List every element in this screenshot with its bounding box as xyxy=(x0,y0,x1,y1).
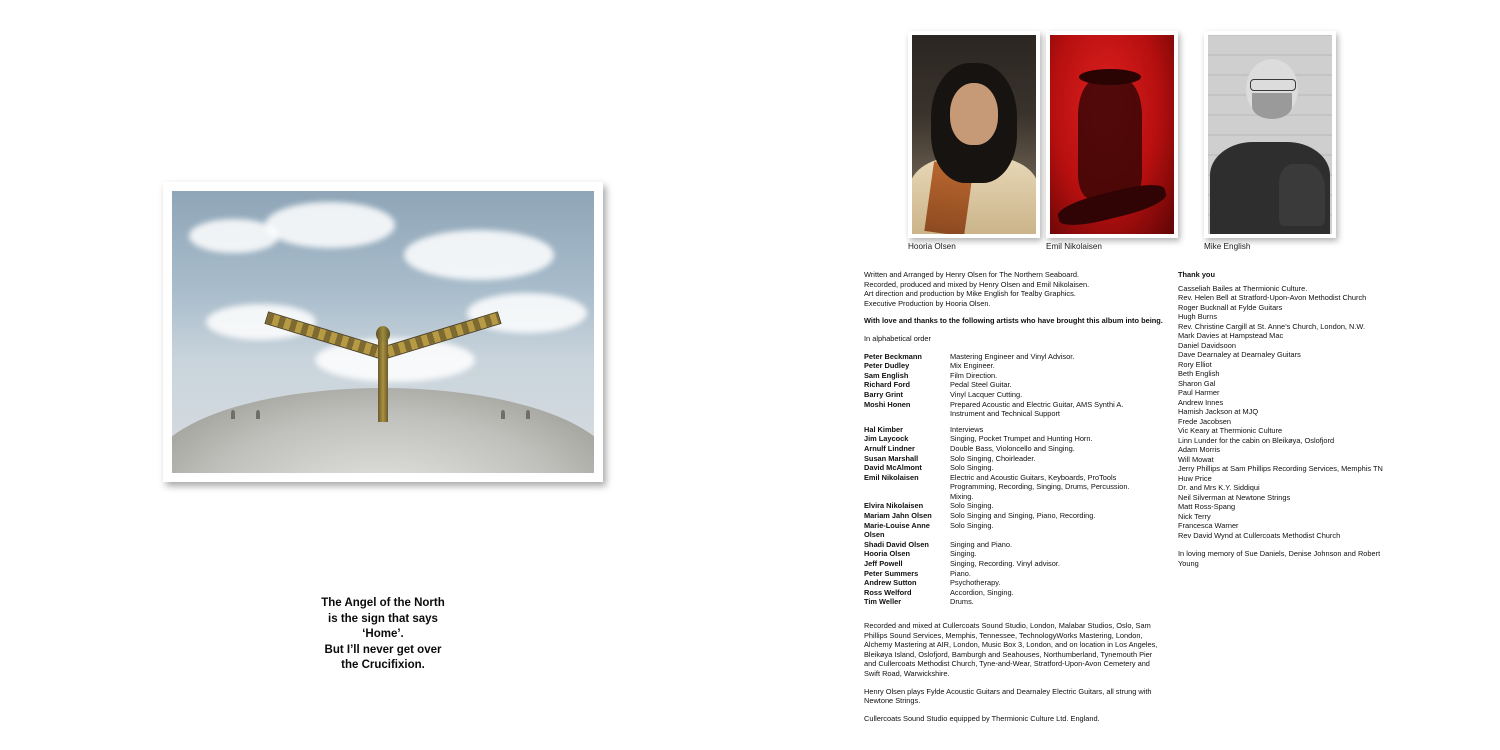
list-item: Andrew Sutton Psychotherapy. xyxy=(864,578,1001,588)
list-item: Neil Silverman at Newtone Strings xyxy=(1178,492,1291,502)
credits-column-left xyxy=(864,270,1164,731)
list-item-continuation: Programming, Recording, Singing, Drums, Percussion. xyxy=(950,482,1130,492)
thank-you-column xyxy=(1178,270,1418,568)
portrait-hooria-olsen xyxy=(908,31,1040,251)
portrait-mike-english xyxy=(1204,31,1336,251)
list-item: Shadi David Olsen Singing and Piano. xyxy=(864,539,1013,549)
caption-line: the Crucifixion. xyxy=(341,659,425,671)
list-item: Dr. and Mrs K.Y. Siddiqui xyxy=(1178,483,1260,493)
angel-body xyxy=(378,336,388,422)
poem-caption xyxy=(263,596,503,674)
list-item: Rory Elliot xyxy=(1178,359,1212,369)
list-item: Will Mowat xyxy=(1178,454,1214,464)
list-item: Mark Davies at Hampstead Mac xyxy=(1178,331,1284,341)
tree-icon xyxy=(231,410,235,419)
list-item: Vic Keary at Thermionic Culture xyxy=(1178,426,1283,436)
contributor-list xyxy=(864,352,1164,607)
thanks-heading xyxy=(864,316,1164,326)
list-item: Rev. Christine Cargill at St. Anne’s Church, London, N.W. xyxy=(1178,321,1366,331)
list-item: Ross Welford Accordion, Singing. xyxy=(864,587,1014,597)
in-memory-note: In loving memory of Sue Daniels, Denise Johnson and Robert Young xyxy=(1178,549,1381,568)
caption-line: The Angel of the North xyxy=(321,597,445,609)
list-item: Emil Nikolaisen Electric and Acoustic Guitars, Keyboards, ProTools xyxy=(864,472,1117,482)
tree-icon xyxy=(526,410,530,419)
studio-equipment-text: Cullercoats Sound Studio equipped by Thermionic Culture Ltd. England. xyxy=(864,713,1100,723)
list-item: Casseliah Bailes at Thermionic Culture. xyxy=(1178,283,1308,293)
list-item: Francesca Warner xyxy=(1178,521,1239,531)
cloud-shape xyxy=(404,230,554,280)
list-item: Arnulf Lindner Double Bass, Violoncello and Singing. xyxy=(864,443,1075,453)
portrait-caption: Mike English xyxy=(1204,242,1251,251)
alphabetical-note-text: In alphabetical order xyxy=(864,333,931,343)
list-item: Susan Marshall Solo Singing, Choirleader. xyxy=(864,453,1036,463)
list-item: Rev. Helen Bell at Stratford-Upon-Avon Methodist Church xyxy=(1178,293,1367,303)
list-item: Hugh Burns xyxy=(1178,312,1218,322)
right-page xyxy=(750,0,1500,750)
portrait-face xyxy=(950,83,998,145)
list-item: Beth English xyxy=(1178,369,1220,379)
cloud-shape xyxy=(265,202,395,248)
list-item: Hamish Jackson at MJQ xyxy=(1178,407,1259,417)
portrait-image xyxy=(912,35,1036,234)
list-item: Jerry Phillips at Sam Phillips Recording Services, Memphis TN xyxy=(1178,464,1383,474)
list-item: Mariam Jahn Olsen Solo Singing and Singing, Piano, Recording. xyxy=(864,511,1096,521)
portrait-hat xyxy=(1079,69,1141,85)
guitars-note xyxy=(864,687,1164,706)
portrait-beard xyxy=(1252,93,1292,119)
production-credits xyxy=(864,270,1164,308)
list-item: Huw Price xyxy=(1178,473,1212,483)
portrait-figure xyxy=(1078,79,1142,199)
list-item: David McAlmont Solo Singing. xyxy=(864,463,994,473)
production-line: Art direction and production by Mike English for Tealby Graphics. xyxy=(864,289,1076,299)
list-item: Sharon Gal xyxy=(1178,378,1216,388)
list-item: Peter Summers Piano. xyxy=(864,568,971,578)
portrait-arm xyxy=(1279,164,1325,226)
caption-line: ‘Home’. xyxy=(362,628,404,640)
caption-line: is the sign that says xyxy=(328,612,438,625)
list-item: Tim Weller Drums. xyxy=(864,597,974,607)
list-item: Richard Ford Pedal Steel Guitar. xyxy=(864,380,1012,390)
recording-locations-text: Recorded and mixed at Cullercoats Sound Studio, London, Malabar Studios, Oslo, Sam Phillips Sound Services, Memphis, Tennessee, TechnologyWorks Mastering, London, Alchemy Mastering at AIR, London, Music Box 3, London, and on location in Los Angeles, Bleikøya Island, Oslofjord, Bamburgh and Seahouses, Northumberland, Tynemouth Pier and Cullercoats Methodist Church, Tyne-and-Wear, Stratford-Upon-Avon Cemetery and Swift Road, Warwickshire. xyxy=(864,621,1158,678)
list-item: Elvira Nikolaisen Solo Singing. xyxy=(864,501,994,511)
list-item: Moshi Honen Prepared Acoustic and Electric Guitar, AMS Synthi A. xyxy=(864,399,1124,409)
list-item: Marie-Louise Anne Olsen Solo Singing. xyxy=(864,520,994,540)
list-item-continuation: Mixing. xyxy=(950,491,974,501)
tree-icon xyxy=(501,410,505,419)
list-item-continuation: Instrument and Technical Support xyxy=(950,409,1060,419)
list-spacer xyxy=(1178,540,1418,549)
list-item: Adam Morris xyxy=(1178,445,1220,455)
tree-icon xyxy=(256,410,260,419)
alphabetical-note xyxy=(864,334,1164,344)
production-line: Written and Arranged by Henry Olsen for The Northern Seaboard. xyxy=(864,270,1079,279)
production-line: Recorded, produced and mixed by Henry Olsen and Emil Nikolaisen. xyxy=(864,279,1090,289)
portrait-image xyxy=(1208,35,1332,234)
thanks-heading-text: With love and thanks to the following artists who have brought this album into being. xyxy=(864,316,1163,326)
production-line: Executive Production by Hooria Olsen. xyxy=(864,298,991,308)
portrait-gallery xyxy=(908,31,1378,261)
list-item: Rev David Wynd at Cullercoats Methodist Church xyxy=(1178,530,1341,540)
angel-of-the-north-photo xyxy=(163,182,603,482)
section-spacer xyxy=(864,607,1164,621)
list-item: Jim Laycock Singing, Pocket Trumpet and Hunting Horn. xyxy=(864,434,1093,444)
portrait-image xyxy=(1050,35,1174,234)
list-item: Hooria Olsen Singing. xyxy=(864,549,977,559)
portrait-caption: Emil Nikolaisen xyxy=(1046,242,1102,251)
list-item: Hal Kimber Interviews xyxy=(864,424,984,434)
list-item: Roger Bucknall at Fylde Guitars xyxy=(1178,302,1283,312)
thank-you-heading: Thank you xyxy=(1178,270,1215,279)
list-item: Jeff Powell Singing, Recording. Vinyl advisor. xyxy=(864,559,1060,569)
list-item: Paul Harmer xyxy=(1178,388,1220,398)
list-item: Daniel Davidsoon xyxy=(1178,340,1236,350)
list-item: Andrew Innes xyxy=(1178,397,1224,407)
list-item: Barry Grint Vinyl Lacquer Cutting. xyxy=(864,389,1023,399)
list-item: Nick Terry xyxy=(1178,511,1211,521)
guitars-note-text: Henry Olsen plays Fylde Acoustic Guitars and Dearnaley Electric Guitars, all strung with Newtone Strings. xyxy=(864,686,1152,706)
recording-locations xyxy=(864,621,1164,679)
portrait-emil-nikolaisen xyxy=(1046,31,1178,251)
list-item: Dave Dearnaley at Dearnaley Guitars xyxy=(1178,350,1301,360)
list-item: Peter Dudley Mix Engineer. xyxy=(864,361,995,371)
list-item: Sam English Film Direction. xyxy=(864,370,998,380)
photo-image xyxy=(172,191,594,473)
portrait-caption: Hooria Olsen xyxy=(908,242,956,251)
list-item: Linn Lunder for the cabin on Bleikøya, Oslofjord xyxy=(1178,435,1335,445)
studio-equipment-note xyxy=(864,714,1164,724)
glasses-icon xyxy=(1250,79,1296,91)
thank-you-list xyxy=(1178,284,1418,541)
caption-line: But I’ll never get over xyxy=(324,643,442,656)
list-item: Peter Beckmann Mastering Engineer and Vinyl Advisor. xyxy=(864,351,1075,361)
list-item: Frede Jacobsen xyxy=(1178,416,1231,426)
list-item: Matt Ross-Spang xyxy=(1178,502,1236,512)
